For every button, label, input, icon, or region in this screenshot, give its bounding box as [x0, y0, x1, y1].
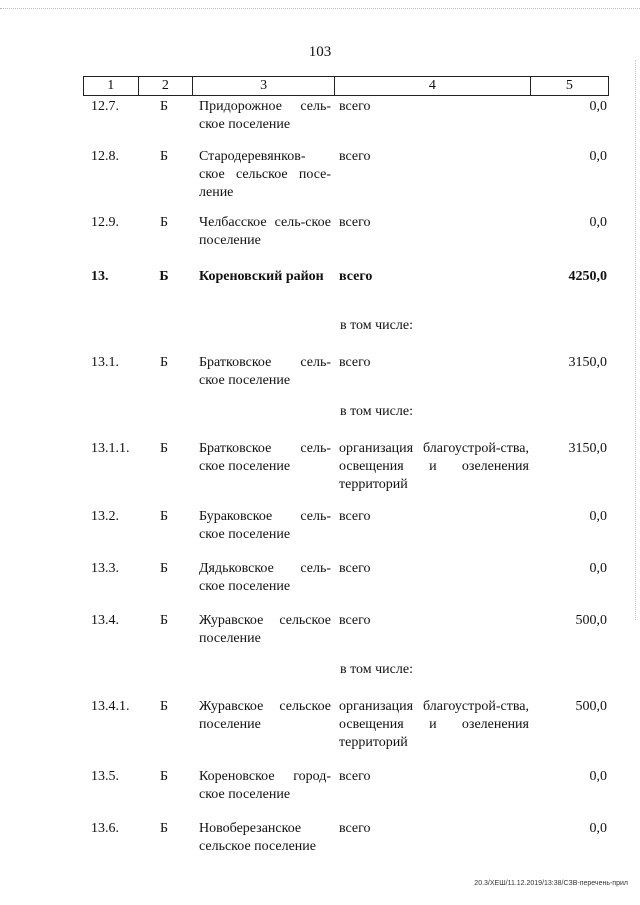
- note-including: в том числе:: [340, 404, 413, 419]
- row-name: Стародеревянков-ское сельское посе-ление: [199, 149, 331, 200]
- row-description: организация благоустрой-ства, освещения и озеленения территорий: [339, 441, 529, 492]
- row-name: Дядьковское сель-ское поселение: [199, 561, 331, 594]
- header-col-2: 2: [139, 77, 194, 95]
- header-col-4: 4: [335, 77, 531, 95]
- note-including: в том числе:: [340, 318, 413, 333]
- header-col-1: 1: [84, 77, 139, 95]
- row-category: Б: [159, 769, 169, 784]
- row-description: всего: [339, 99, 371, 114]
- row-value: 500,0: [575, 699, 607, 714]
- row-value: 0,0: [589, 149, 607, 164]
- row-value: 0,0: [589, 509, 607, 524]
- row-description: всего: [339, 509, 371, 524]
- row-value: 3150,0: [568, 355, 607, 370]
- row-number: 13.6.: [91, 821, 119, 836]
- row-category: Б: [159, 215, 169, 230]
- row-category: Б: [159, 441, 169, 456]
- row-number: 12.8.: [91, 149, 119, 164]
- row-name: Новоберезанское сельское поселение: [199, 821, 316, 854]
- row-description: всего: [339, 215, 371, 230]
- row-name: Придорожное сель-ское поселение: [199, 99, 331, 132]
- row-number: 12.7.: [91, 99, 119, 114]
- row-description: всего: [339, 821, 371, 836]
- row-name: Братковское сель-ское поселение: [199, 441, 331, 474]
- row-description: всего: [339, 561, 371, 576]
- row-value: 4250,0: [568, 269, 607, 284]
- row-name: Кореновский район: [199, 269, 324, 284]
- row-name: Кореновское город-ское поселение: [199, 769, 331, 802]
- row-number: 13.2.: [91, 509, 119, 524]
- header-col-5: 5: [565, 78, 573, 93]
- row-number: 12.9.: [91, 215, 119, 230]
- row-description: всего: [339, 769, 371, 784]
- row-category: Б: [159, 561, 169, 576]
- row-value: 0,0: [589, 561, 607, 576]
- row-number: 13.1.: [91, 355, 119, 370]
- row-number: 13.3.: [91, 561, 119, 576]
- scan-edge-right: [627, 60, 636, 620]
- row-name: Братковское сель-ское поселение: [199, 355, 331, 388]
- row-value: 0,0: [589, 821, 607, 836]
- row-description: всего: [339, 149, 371, 164]
- scan-edge-top: [0, 0, 640, 9]
- row-category: Б: [159, 821, 169, 836]
- row-category: Б: [159, 269, 169, 284]
- row-value: 0,0: [589, 99, 607, 114]
- row-name: Бураковское сель-ское поселение: [199, 509, 331, 542]
- row-description: всего: [339, 613, 371, 628]
- page-number: 103: [308, 44, 332, 60]
- row-category: Б: [159, 613, 169, 628]
- row-category: Б: [159, 355, 169, 370]
- row-value: 0,0: [589, 215, 607, 230]
- row-value: 3150,0: [568, 441, 607, 456]
- header-col-3: 3: [193, 77, 335, 95]
- row-description: всего: [339, 269, 373, 284]
- row-name: Журавское сельское поселение: [199, 613, 331, 646]
- row-name: Челбасское сель-ское поселение: [199, 215, 331, 248]
- row-category: Б: [159, 699, 169, 714]
- row-category: Б: [159, 149, 169, 164]
- note-including: в том числе:: [340, 662, 413, 677]
- row-number: 13.5.: [91, 769, 119, 784]
- row-number: 13.: [91, 269, 109, 284]
- row-category: Б: [159, 99, 169, 114]
- row-value: 500,0: [575, 613, 607, 628]
- row-category: Б: [159, 509, 169, 524]
- row-number: 13.4.1.: [91, 699, 130, 714]
- row-description: организация благоустрой-ства, освещения и озеленения территорий: [339, 699, 529, 750]
- row-name: Журавское сельское поселение: [199, 699, 331, 732]
- row-description: всего: [339, 355, 371, 370]
- table-header: [83, 76, 609, 96]
- row-number: 13.4.: [91, 613, 119, 628]
- document-footer: 20.3/ХЕШ/11.12.2019/13:38/СЗВ-перечень-прил: [474, 880, 628, 887]
- row-number: 13.1.1.: [91, 441, 130, 456]
- row-value: 0,0: [589, 769, 607, 784]
